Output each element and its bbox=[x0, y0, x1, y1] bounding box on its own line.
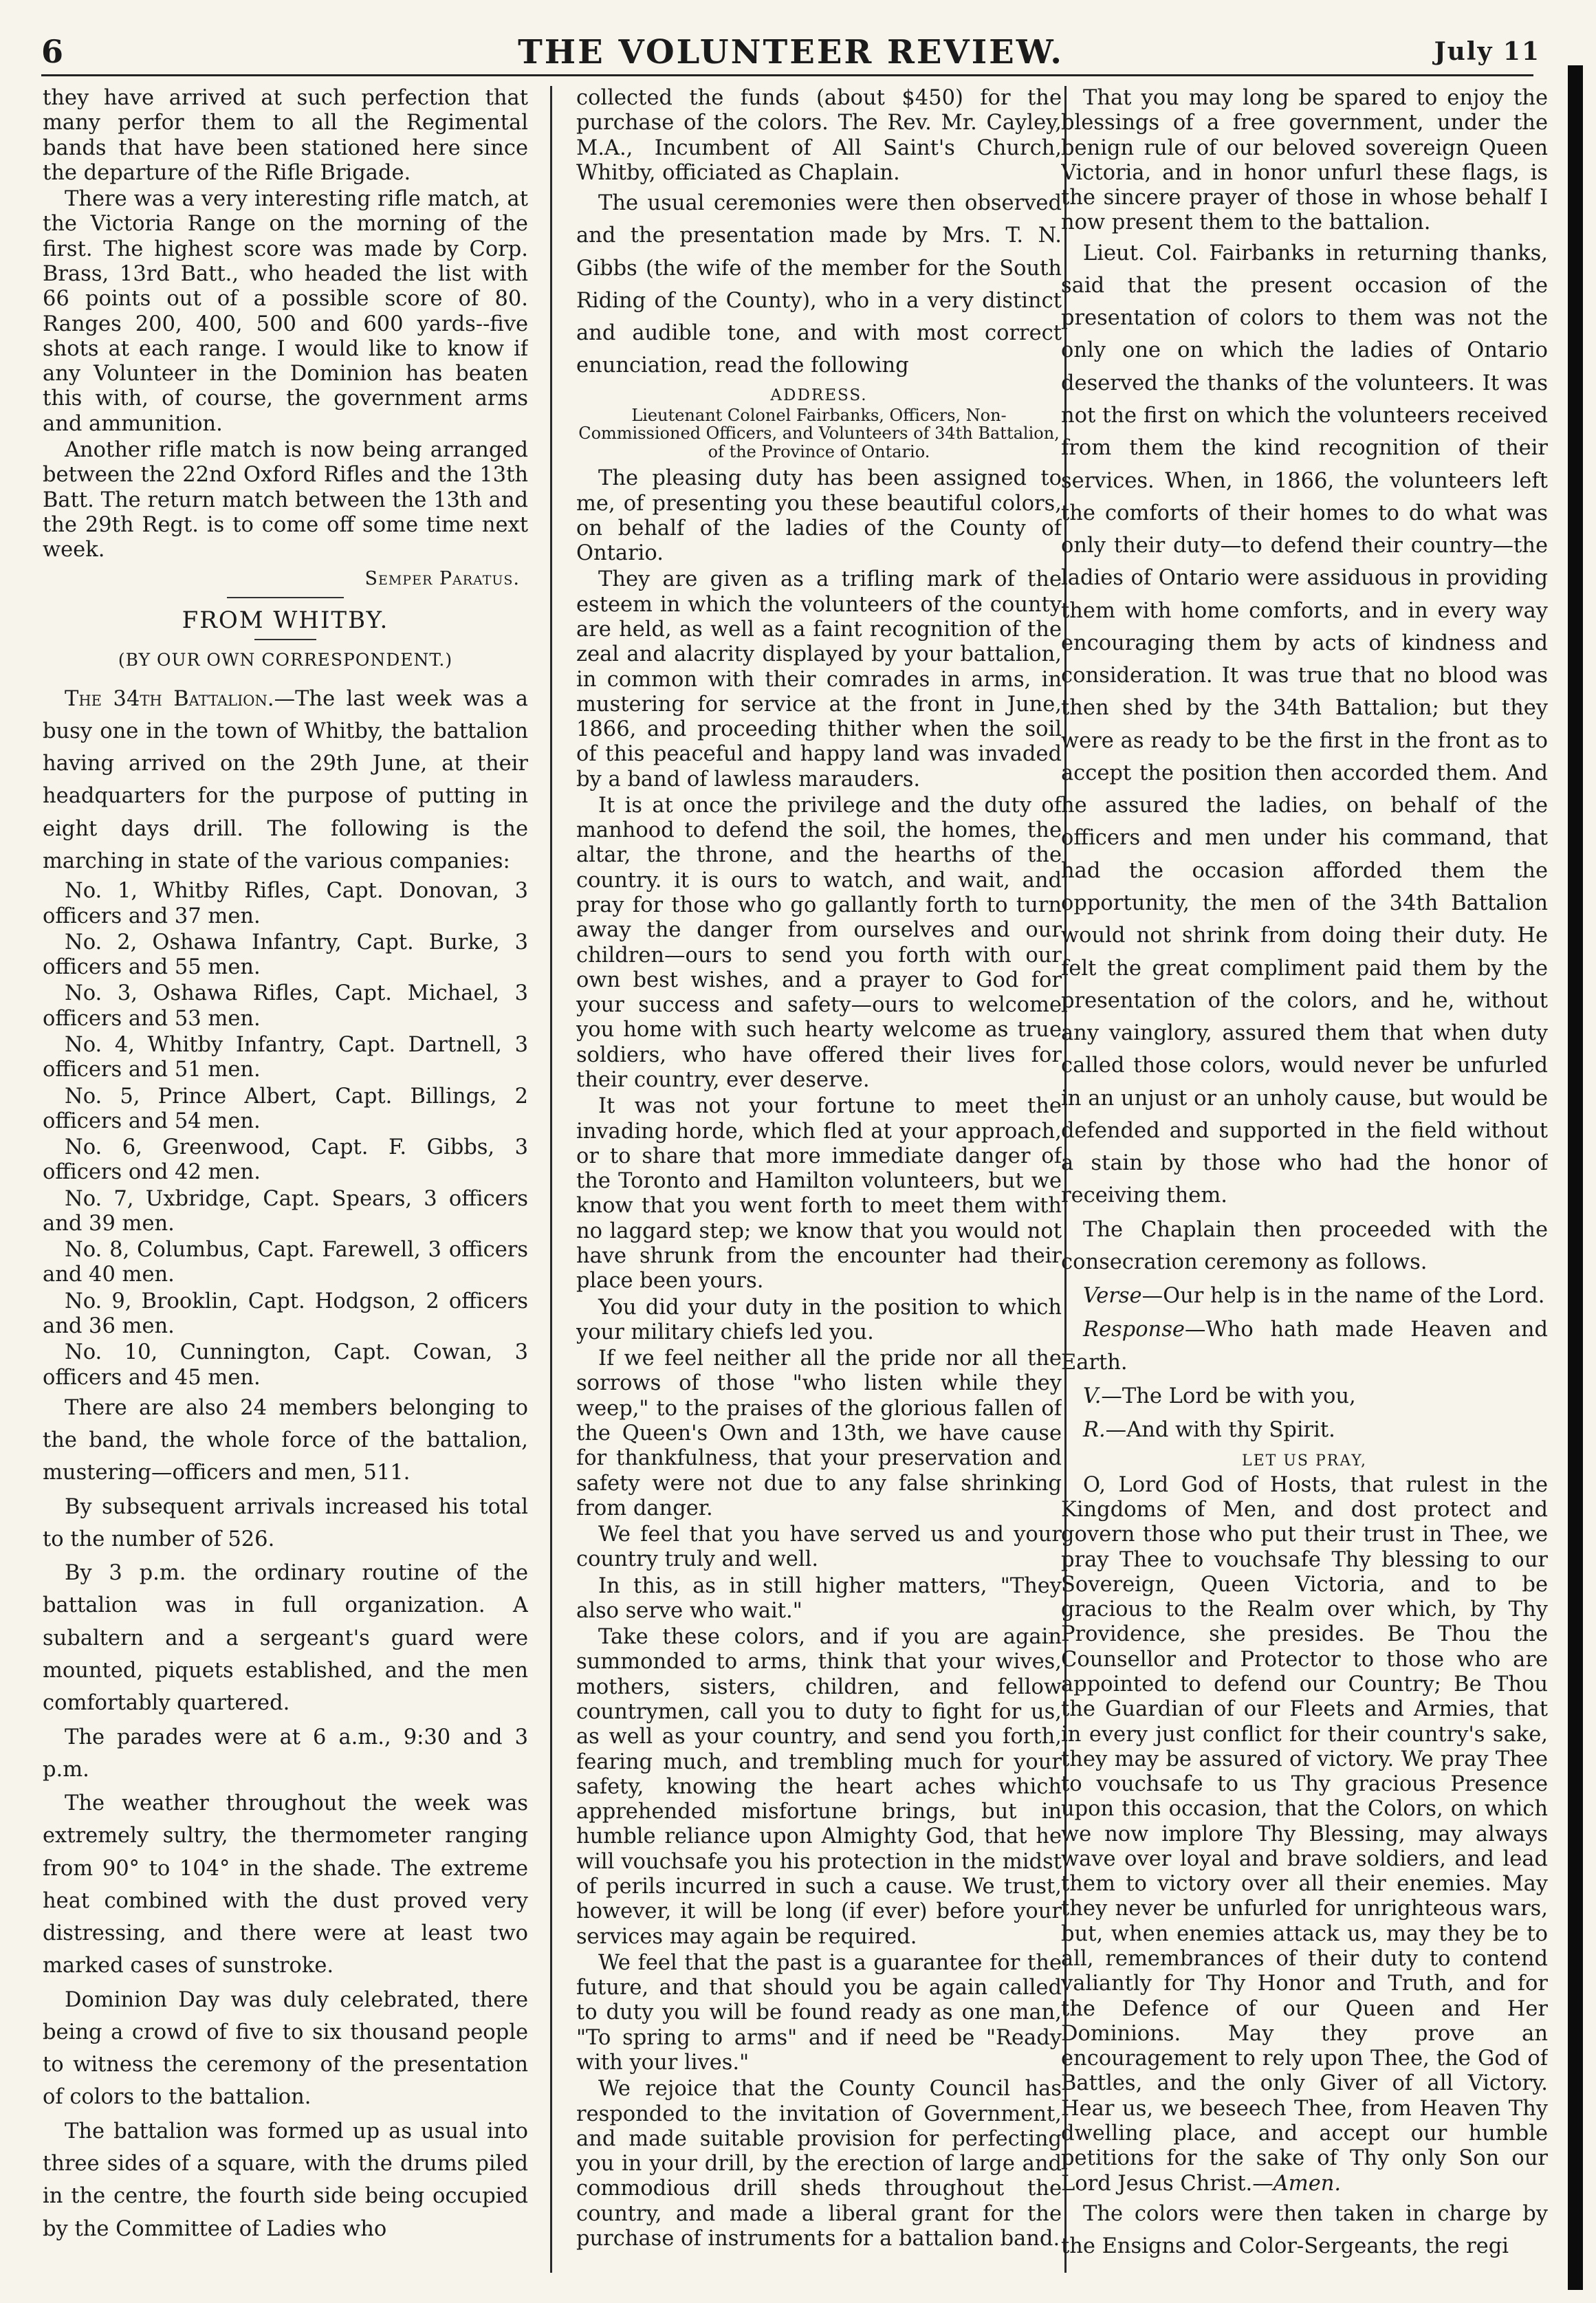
paragraph: We feel that the past is a guarantee for the future, and that should you be again called to duty you will be found ready as one man, "To spring to arms" and if need be "Ready with your lives." bbox=[576, 1950, 1062, 2075]
column-2 bbox=[576, 86, 1062, 2273]
paragraph: The weather throughout the week was extremely sultry, the thermometer ranging from 90° to 104° in the shade. The extreme heat combined with the dust proved very distressing, and there were at least two marked cases of sunstroke. bbox=[43, 1791, 528, 1978]
paragraph: they have arrived at such perfection that many perfor them to all the Regimental bands that have been stationed here since the departure of the Rifle Brigade. bbox=[43, 86, 528, 185]
paragraph: The pleasing duty has been assigned to me, of presenting you these beautiful colors, on behalf of the ladies of the County of Ontario. bbox=[576, 466, 1062, 566]
versicle bbox=[1061, 1380, 1548, 1412]
paragraph: The colors were then taken in charge by the Ensigns and Color-Sergeants, the regi bbox=[1061, 2201, 1548, 2259]
versicle-label: V. bbox=[1083, 1384, 1102, 1408]
section-rule bbox=[227, 597, 344, 598]
paragraph: The parades were at 6 a.m., 9:30 and 3 p.m. bbox=[43, 1725, 528, 1782]
byline: (BY OUR OWN CORRESPONDENT.) bbox=[118, 649, 453, 670]
company-list-item: No. 4, Whitby Infantry, Capt. Dartnell, 3 officers and 51 men. bbox=[43, 1032, 528, 1082]
company-list-item: No. 6, Greenwood, Capt. F. Gibbs, 3 officers ond 42 men. bbox=[43, 1135, 528, 1185]
paragraph: By subsequent arrivals increased his total to the number of 526. bbox=[43, 1494, 528, 1551]
company-list-item: No. 10, Cunnington, Capt. Cowan, 3 officers and 45 men. bbox=[43, 1340, 528, 1390]
column-divider bbox=[550, 86, 552, 2273]
paragraph: If we feel neither all the pride nor all the sorrows of those "who listen while they weep," to the praises of the glorious fallen of the Queen's Own and 13th, we have cause for thankfulness, that your preservation and safety were not due to any false shrinking from danger. bbox=[576, 1346, 1062, 1520]
prayer-heading: LET US PRAY, bbox=[1242, 1452, 1367, 1470]
paragraph bbox=[43, 683, 528, 878]
company-list-item: No. 2, Oshawa Infantry, Capt. Burke, 3 officers and 55 men. bbox=[43, 930, 528, 980]
paragraph: There was a very interesting rifle match, at the Victoria Range on the morning of the first. The highest score was made by Corp. Brass, 13rd Batt., who headed the list with 66 points out of a possible score of 80. Ranges 200, 400, 500 and 600 yards--five shots at each range. I would like to know if any Volunteer in the Dominion has beaten this with, of course, the government arms and ammunition. bbox=[43, 187, 528, 436]
company-list-item: No. 7, Uxbridge, Capt. Spears, 3 officers and 39 men. bbox=[43, 1186, 528, 1236]
versicle-text: —The Lord be with you, bbox=[1101, 1384, 1356, 1408]
company-list-item: No. 1, Whitby Rifles, Capt. Donovan, 3 officers and 37 men. bbox=[43, 879, 528, 928]
paragraph: You did your duty in the position to which your military chiefs led you. bbox=[576, 1295, 1062, 1344]
paragraph: The usual ceremonies were then observed and the presentation made by Mrs. T. N. Gibbs (the wife of the member for the South Riding of the County), who in a very distinct and audible tone, and with most correct enunciation, read the following bbox=[576, 191, 1062, 378]
column-1 bbox=[43, 86, 528, 2273]
paragraph-text: —The last week was a busy one in the town of Whitby, the battalion having arrived on the 29th June, at their headquarters for the purpose of putting in eight days drill. The following is the marching in state of the various companies: bbox=[43, 686, 528, 873]
newspaper-title: THE VOLUNTEER REVIEW. bbox=[518, 33, 1064, 72]
issue-date: July 11 bbox=[1434, 37, 1540, 66]
versicle-text: —Our help is in the name of the Lord. bbox=[1141, 1284, 1545, 1309]
signature: Semper Paratus. bbox=[364, 568, 520, 590]
paragraph: In this, as in still higher matters, "They also serve who wait." bbox=[576, 1573, 1062, 1623]
page-header bbox=[34, 28, 1547, 76]
paragraph: Dominion Day was duly celebrated, there being a crowd of five to six thousand people to witness the ceremony of the presentation of colors to the battalion. bbox=[43, 1987, 528, 2110]
lead-in: The 34th Battalion. bbox=[65, 686, 274, 711]
page-edge-shadow bbox=[1568, 65, 1583, 2290]
page-number: 6 bbox=[41, 33, 64, 70]
paragraph: It was not your fortune to meet the invading horde, which fled at your approach, or to share that more immediate danger of the Toronto and Hamilton volunteers, but we know that you went forth to meet them with no laggard step; we know that you would not have shrunk from the encounter had their place been yours. bbox=[576, 1094, 1062, 1294]
paragraph: Lieut. Col. Fairbanks in returning thanks, said that the present occasion of the presentation of colors to them was not the only one on which the ladies of Ontario deserved the thanks of the volunteers. It was not the first on which the volunteers received from them the kind recognition of their services. When, in 1866, the volunteers left the comforts of their homes to do what was only their duty—to defend their country—the ladies of Ontario were assiduous in providing them with home comforts, and in every way encouraging them by acts of kindness and consideration. It was true that no blood was then shed by the 34th Battalion; but they were as ready to be the first in the front as to accept the position then accorded them. And he assured the ladies, on behalf of the officers and men under his command, that had the occasion afforded them the opportunity, the men of the 34th Battalion would not shrink from doing their duty. He felt the great compliment paid them by the presentation of the colors, and he, without any vainglory, assured them that when duty called those colors, would never be unfurled in an unjust or an unholy cause, but would be defended and supported in the field without a stain by those who had the honor of receiving them. bbox=[1061, 241, 1548, 1208]
amen: —Amen. bbox=[1252, 2171, 1342, 2196]
address-heading: ADDRESS. bbox=[770, 386, 868, 404]
company-list-item: No. 3, Oshawa Rifles, Capt. Michael, 3 officers and 53 men. bbox=[43, 981, 528, 1031]
paragraph: The battalion was formed up as usual into three sides of a square, with the drums piled in the centre, the fourth side being occupied by the Committee of Ladies who bbox=[43, 2119, 528, 2241]
paragraph: It is at once the privilege and the duty of manhood to defend the soil, the homes, the altar, the throne, and the hearths of the country. it is ours to watch, and wait, and pray for those who go gallantly forth to turn away the danger from ourselves and our children—ours to send you forth with our own best wishes, and a prayer to God for your success and safety—ours to welcome you home with such hearty welcome as true soldiers, who have offered their lives for their country, ever deserve. bbox=[576, 793, 1062, 1092]
paragraph: Another rifle match is now being arranged between the 22nd Oxford Rifles and the 13th Batt. The return match between the 13th and the 29th Regt. is to come off some time next week. bbox=[43, 437, 528, 563]
paragraph: We rejoice that the County Council has responded to the invitation of Government, and made suitable provision for perfecting you in your drill, by the erection of large and commodious drill sheds throughout the country, and made a liberal grant for the purchase of instruments for a battalion band. bbox=[576, 2077, 1062, 2251]
response-text: —And with thy Spirit. bbox=[1105, 1418, 1335, 1443]
paragraph: There are also 24 members belonging to the band, the whole force of the battalion, mustering—officers and men, 511. bbox=[43, 1395, 528, 1485]
paragraph: By 3 p.m. the ordinary routine of the battalion was in full organization. A subaltern and a sergeant's guard were mounted, piquets established, and the men comfortably quartered. bbox=[43, 1561, 528, 1716]
paragraph: They are given as a trifling mark of the esteem in which the volunteers of the county are held, as well as a faint recognition of the zeal and alacrity displayed by your battalion, in common with their comrades in arms, in mustering for service at the front in June, 1866, and proceeding thither when the soil of this peaceful and happy land was invaded by a band of lawless marauders. bbox=[576, 567, 1062, 792]
response-text: —Who hath made Heaven and Earth. bbox=[1061, 1318, 1548, 1375]
versicle-label: Verse bbox=[1083, 1284, 1142, 1309]
response-label: Response bbox=[1083, 1318, 1185, 1342]
versicle bbox=[1061, 1280, 1548, 1312]
header-rule bbox=[41, 74, 1533, 76]
column-3 bbox=[1061, 86, 1548, 2273]
address-recipients: Lieutenant Colonel Fairbanks, Officers, Non-Commissioned Officers, and Volunteers of 34th Battalion, of the Province of Ontario. bbox=[578, 406, 1060, 461]
company-list-item: No. 5, Prince Albert, Capt. Billings, 2 officers and 54 men. bbox=[43, 1084, 528, 1133]
company-list-item: No. 8, Columbus, Capt. Farewell, 3 officers and 40 men. bbox=[43, 1238, 528, 1287]
response bbox=[1061, 1414, 1548, 1446]
paragraph: The Chaplain then proceeded with the consecration ceremony as follows. bbox=[1061, 1217, 1548, 1274]
paragraph: We feel that you have served us and your country truly and well. bbox=[576, 1522, 1062, 1572]
section-title: FROM WHITBY. bbox=[182, 607, 389, 635]
response-label: R. bbox=[1083, 1418, 1106, 1443]
paragraph: That you may long be spared to enjoy the blessings of a free government, under the benign rule of our beloved sovereign Queen Victoria, and in honor unfurl these flags, is the sincere prayer of those in whose behalf I now present them to the battalion. bbox=[1061, 86, 1548, 235]
paragraph: Take these colors, and if you are again summonded to arms, think that your wives, mothers, sisters, children, and fellow countrymen, call you to duty to fight for us, as well as your country, and send you forth, fearing much, and trembling much for your safety, knowing the heart aches which apprehended misfortune brings, but in humble reliance upon Almighty God, that he will vouchsafe you his protection in the midst of perils incurred in such a cause. We trust, however, it will be long (if ever) before your services may again be required. bbox=[576, 1625, 1062, 1949]
prayer-body: O, Lord God of Hosts, that rulest in the Kingdoms of Men, and dost protect and govern those who put their trust in Thee, we pray Thee to vouchsafe Thy blessing to our Sovereign, Queen Victoria, and to be gracious to the Realm over which, by Thy Providence, she presides. Be Thou the Counsellor and Protector to those who are appointed to defend our Country; Be Thou the Guardian of our Fleets and Armies, that in every just conflict for their country's sake, they may be assured of victory. We pray Thee to vouchsafe to us Thy gracious Presence upon this occasion, that the Colors, on which we now implore Thy Blessing, may always wave over loyal and brave soldiers, and lead them to victory over all their enemies. May they never be unfurled for unrighteous wars, but, when enemies attack us, may they be to all, remembrances of their duty to contend valiantly for Thy Honor and Truth, and for the Defence of our Queen and Her Dominions. May they prove an encouragement to rely upon Thee, the God of Battles, and the only Giver of all Victory. Hear us, we beseech Thee, from Heaven Thy dwelling place, and accept our humble petitions for the sake of Thy only Son our Lord Jesus Christ. bbox=[1061, 1472, 1548, 2196]
company-list-item: No. 9, Brooklin, Capt. Hodgson, 2 officers and 36 men. bbox=[43, 1289, 528, 1339]
paragraph: collected the funds (about $450) for the purchase of the colors. The Rev. Mr. Cayley, M.A., Incumbent of All Saint's Church, Whitby, officiated as Chaplain. bbox=[576, 86, 1062, 185]
section-rule bbox=[254, 639, 316, 640]
prayer-text bbox=[1061, 1473, 1548, 2196]
response bbox=[1061, 1313, 1548, 1379]
